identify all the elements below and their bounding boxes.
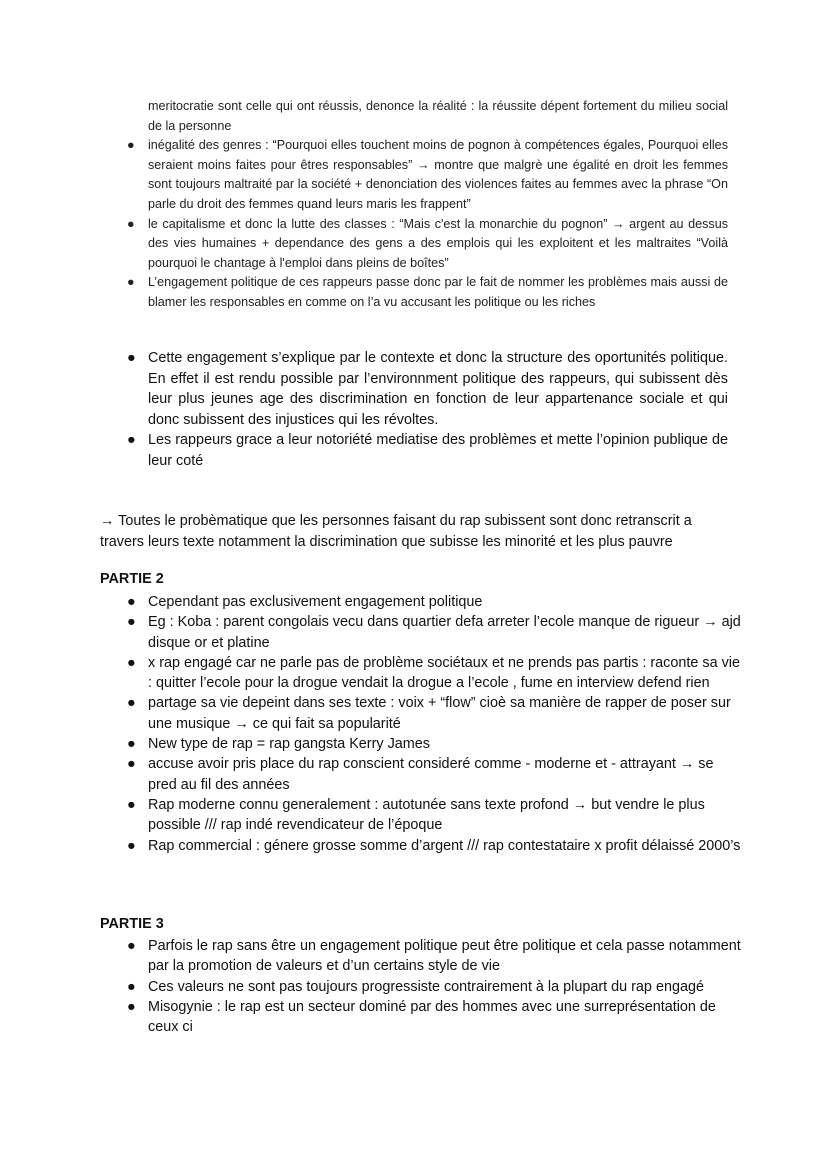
list-item	[127, 754, 743, 795]
bullet-list	[127, 136, 728, 312]
list-item	[127, 836, 743, 856]
list-item-text: Parfois le rap sans être un engagement politique peut être politique et cela passe notamment par la promotion de valeurs et d’un certains style de vie	[148, 938, 741, 975]
list-item-text: Rap commercial : génere grosse somme d’argent /// rap contestataire x profit délaissé 2000’s	[148, 837, 741, 854]
section1-small	[127, 97, 728, 313]
list-item-text: x rap engagé car ne parle pas de problème sociétaux et ne prends pas partis : raconte sa vie : quitter l’ecole pour la drogue vendait la drogue a l’ecole , fume en interview defend rien	[148, 654, 740, 692]
bullet-icon: ●	[127, 654, 136, 671]
section1-large	[127, 348, 728, 471]
bullet-list	[127, 592, 743, 856]
list-item-text: le capitalisme et donc la lutte des classes : “Mais c'est la monarchie du pognon” → argent au dessus des vies humaines + dependance des gens a des emplois qui les exploitent et les maltraites “Voilà pourquoi le chantage à l'emploi dans pleins de boîtes”	[148, 216, 728, 270]
list-item	[127, 795, 743, 836]
continuation-text: meritocratie sont celle qui ont réussis, denonce la réalité : la réussite dépent fortement du milieu social de la personne	[148, 99, 728, 133]
list-item	[127, 693, 743, 734]
list-item	[127, 977, 743, 997]
list-item-text: accuse avoir pris place du rap conscient consideré comme - moderne et - attrayant → se pred au fil des années	[148, 756, 714, 793]
list-item-text: partage sa vie depeint dans ses texte : voix + “flow” cioè sa manière de rapper de poser sur une musique → ce qui fait sa popularité	[148, 695, 731, 732]
bullet-icon: ●	[127, 350, 136, 366]
bullet-icon: ●	[127, 736, 136, 753]
bullet-icon: ●	[127, 275, 135, 290]
list-item	[127, 653, 743, 694]
list-item	[127, 136, 728, 214]
list-item-text: New type de rap = rap gangsta Kerry James	[148, 736, 430, 753]
partie3-heading: PARTIE 3	[100, 916, 164, 932]
bullet-icon: ●	[127, 978, 136, 995]
list-item-text: Ces valeurs ne sont pas toujours progressiste contrairement à la plupart du rap engagé	[148, 978, 704, 995]
bullet-icon: ●	[127, 614, 136, 631]
partie2-list	[127, 592, 743, 856]
list-item	[127, 612, 743, 653]
list-item	[127, 734, 743, 754]
partie2-heading: PARTIE 2	[100, 571, 164, 587]
bullet-list	[127, 348, 728, 471]
bullet-icon: ●	[127, 138, 135, 153]
list-item-text: Rap moderne connu generalement : autotunée sans texte profond → but vendre le plus possible /// rap indé revendicateur de l’époque	[148, 796, 705, 834]
bullet-icon: ●	[127, 216, 135, 231]
list-item	[127, 215, 728, 274]
bullet-icon: ●	[127, 695, 136, 712]
bullet-list	[127, 936, 743, 1037]
bullet-icon: ●	[127, 796, 136, 813]
conclusion-paragraph: → Toutes le probèmatique que les personnes faisant du rap subissent sont donc retranscrit a travers leurs texte notamment la discrimination que subisse les minorité et les plus pauvre	[100, 513, 692, 550]
list-item	[127, 997, 743, 1038]
bullet-icon: ●	[127, 998, 136, 1015]
list-item	[127, 936, 743, 977]
list-item-text: Eg : Koba : parent congolais vecu dans quartier defa arreter l’ecole manque de rigueur → ajd disque or et platine	[148, 614, 741, 651]
bullet-icon: ●	[127, 594, 136, 610]
bullet-icon: ●	[127, 756, 136, 773]
list-item-text: Les rappeurs grace a leur notoriété mediatise des problèmes et mette l’opinion publique de leur coté	[148, 432, 728, 469]
list-item	[127, 348, 728, 430]
list-item-text: inégalité des genres : “Pourquoi elles touchent moins de pognon à compétences égales, Pourquoi elles seraient moins faites pour êtres responsables” → montre que malgrè une égalité en droit les femmes sont toujours maltraité par la société + denonciation des violences faites au femmes avec la phrase “On parle du droit des femmes quand leurs maris les frappent”	[148, 138, 728, 211]
list-item-text: Misogynie : le rap est un secteur dominé par des hommes avec une surreprésentation de ceux ci	[148, 998, 716, 1036]
list-item-text: L’engagement politique de ces rappeurs passe donc par le fait de nommer les problèmes mais aussi de blamer les responsables en comme on l’a vu accusant les politique ou les riches	[148, 275, 728, 309]
list-item-text: Cependant pas exclusivement engagement politique	[148, 594, 483, 610]
bullet-icon: ●	[127, 837, 136, 854]
bullet-icon: ●	[127, 432, 136, 448]
partie3-list	[127, 936, 743, 1037]
list-item-text: Cette engagement s’explique par le contexte et donc la structure des oportunités politique. En effet il est rendu possible par l’environnment politique des rappeurs, qui subissent dès leur plus jeunes age des discrimination en fonction de leur appartenance sociale et qui donc subissent des injustices qui les révoltes.	[148, 350, 728, 428]
list-item	[127, 430, 728, 471]
bullet-icon: ●	[127, 938, 136, 954]
list-item	[127, 273, 728, 312]
list-item	[127, 592, 743, 612]
